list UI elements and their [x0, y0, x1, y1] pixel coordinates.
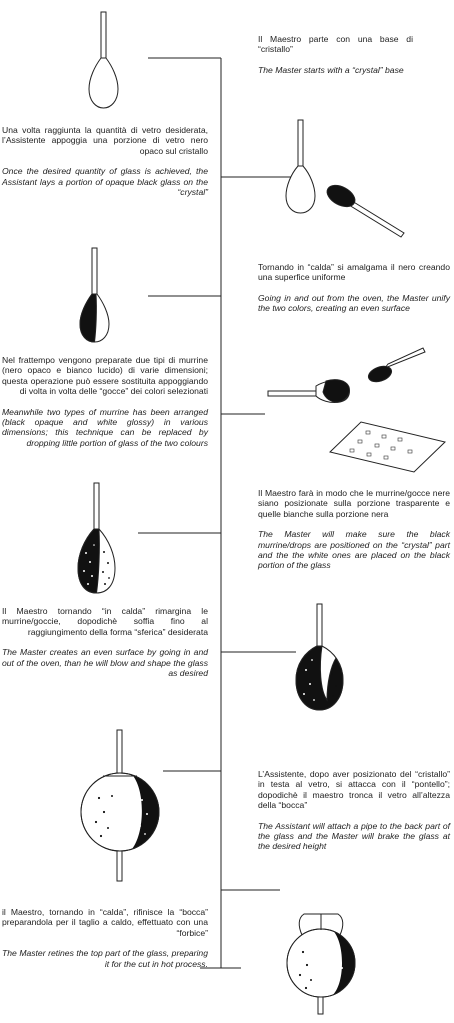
step-3-italian: Tornando in “calda” si amalgama il nero creando una superfice uniforme	[258, 262, 450, 283]
illustration-step-3	[80, 248, 109, 342]
step-7-text	[258, 769, 450, 859]
step-4-text	[2, 355, 208, 455]
step-8-text	[2, 907, 208, 976]
illustration-step-7	[81, 730, 165, 881]
illustration-step-5	[78, 483, 115, 593]
step-1-italian: Il Maestro parte con una base di “cristallo”	[258, 34, 413, 55]
illustration-step-6	[296, 604, 343, 710]
illustration-step-1	[89, 12, 118, 108]
illustration-step-2	[286, 120, 404, 237]
step-2-italian: Una volta raggiunta la quantità di vetro desiderata, l’Assistente appoggia una porzione di vetro nero opaco sul cristallo	[2, 125, 208, 156]
step-7-english: The Assistant will attach a pipe to the back part of the glass and the Master will brake the glass at the desired height	[258, 820, 450, 852]
step-7-italian: L’Assistente, dopo aver posizionato del “cristallo” in testa al vetro, si attacca con il “pontello”; dopodichè il maestro tronca il vetro all’altezza della “bocca”	[258, 769, 450, 811]
step-4-english: Meanwhile two types of murrine has been arranged (black opaque and white glossy) in various dimensions; this technique can be replaced by dropping little portion of glass of the two colours	[2, 406, 208, 448]
step-5-english: The Master will make sure the black murrine/drops are positioned on the “crystal” part and the the white ones are placed on the black portion of the glass	[258, 529, 450, 571]
step-3-text	[258, 262, 450, 321]
illustration-step-8	[287, 914, 360, 1014]
step-2-english: Once the desired quantity of glass is achieved, the Assistant lays a portion of opaque black glass on the “crystal”	[2, 166, 208, 198]
step-8-italian: il Maestro, tornando in “calda”, rifinisce la “bocca” preparandola per il taglio a caldo, effettuato con una “forbice”	[2, 907, 208, 938]
step-8-english: The Master retines the top part of the glass, preparing it for the cut in hot process.	[2, 948, 208, 969]
step-1-text	[258, 34, 413, 82]
step-5-text	[258, 488, 450, 578]
step-2-text	[2, 125, 208, 204]
illustration-step-4	[268, 348, 445, 472]
step-1-english: The Master starts with a “crystal” base	[258, 64, 404, 75]
step-4-italian: Nel frattempo vengono preparate due tipi di murrine (nero opaco e bianco lucido) di varie dimensioni; questa operazione può essere sostituita appoggiando di volta in volta delle “gocce” dei colori selezionati	[2, 355, 208, 397]
step-6-english: The Master creates an even surface by going in and out of the oven, than he will blow and shape the glass as desired	[2, 647, 208, 679]
step-6-italian: Il Maestro tornando “in calda” rimargina le murrine/goccie, dopodichè soffia fino al raggiungimento della forma “sferica” desiderata	[2, 606, 208, 637]
step-5-italian: Il Maestro farà in modo che le murrine/gocce nere siano posizionate sulla porzione trasparente e quelle bianche sulla porzione nera	[258, 488, 450, 519]
step-6-text	[2, 606, 208, 685]
step-3-english: Going in and out from the oven, the Master unify the two colors, creating an even surface	[258, 292, 450, 314]
